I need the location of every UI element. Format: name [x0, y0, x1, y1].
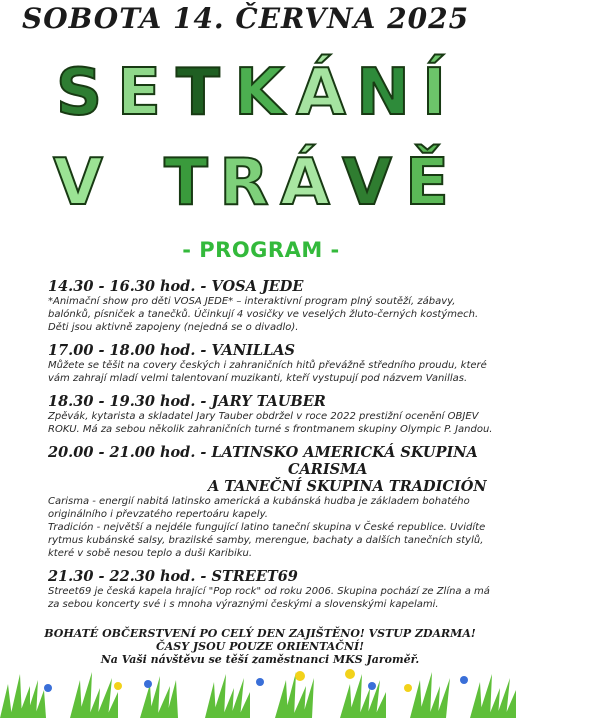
event-heading-line3: A TANEČNÍ SKUPINA TRADICIÓN [208, 478, 487, 495]
event-item [48, 444, 548, 560]
event-description: za sebou koncerty své i s mnoha výraznými českými a slovenskými kapelami. [48, 599, 439, 610]
event-description: rytmus kubánské salsy, brazilské samby, merengue, bachaty a dalších tanečních stylů, [48, 535, 484, 546]
footer-line: Na Vaši návštěvu se těší zaměstnanci MKS Jaroměř. [100, 653, 420, 666]
event-heading: 20.00 - 21.00 hod. - LATINSKO AMERICKÁ SKUPINA [48, 444, 478, 461]
title-letter: V [53, 146, 103, 220]
event-heading: 21.30 - 22.30 hod. - STREET69 [48, 568, 298, 585]
event-description: *Animační show pro děti VOSA JEDE* – interaktivní program plný soutěží, zábavy, [48, 296, 456, 307]
event-description: balónků, písniček a tanečků. Účinkují 4 vosičky ve veselých žluto-černých kostýmech. [48, 309, 479, 320]
event-description: Zpěvák, kytarista a skladatel Jary Tauber obdržel v roce 2022 prestižní ocenění OBJEV [48, 411, 479, 422]
title-letter: Í [422, 56, 446, 130]
event-description: vám zahrají mladí velmi talentovaní muzikanti, kteří vystupují pod názvem Vanillas. [48, 373, 468, 384]
event-heading: 14.30 - 16.30 hod. - VOSA JEDE [48, 278, 304, 295]
title-letter: N [356, 56, 410, 130]
title-line-1 [0, 48, 600, 138]
title-letter: Á [280, 146, 330, 220]
event-description: Můžete se těšit na covery českých i zahraničních hitů převážně středního proudu, které [48, 360, 487, 371]
event-list [48, 278, 548, 611]
program-heading: - PROGRAM - [182, 238, 340, 262]
event-heading: 17.00 - 18.00 hod. - VANILLAS [48, 342, 296, 359]
title-letter: Ě [405, 146, 449, 220]
title-letter: E [117, 56, 161, 130]
event-description: Tradición - největší a nejdéle fungující latino taneční skupina v České republice. Uvidíte [48, 522, 486, 533]
title-letter: S [55, 56, 103, 130]
event-description: originálního i převzatého repertoáru kapely. [48, 509, 268, 520]
event-description: Street69 je česká kapela hrající "Pop rock" od roku 2006. Skupina pochází ze Zlína a má [48, 586, 490, 597]
title-line-2 [0, 138, 600, 228]
grass-flowers-decoration [0, 666, 600, 718]
title-letter: T [164, 146, 208, 220]
title-letter: T [176, 56, 220, 130]
title-letter: Á [296, 56, 346, 130]
event-item [48, 393, 548, 436]
title-letter: V [342, 146, 392, 220]
event-item [48, 342, 548, 385]
footer-notice [0, 627, 520, 666]
event-item [48, 278, 548, 334]
footer-line: ČASY JSOU POUZE ORIENTAČNÍ! [156, 640, 364, 653]
event-description: které v sobě nesou teplo a duši Karibiku. [48, 548, 253, 559]
footer-line: BOHATÉ OBČERSTVENÍ PO CELÝ DEN ZAJIŠTĚNO! VSTUP ZDARMA! [44, 627, 476, 640]
event-item [48, 568, 548, 611]
event-heading: 18.30 - 19.30 hod. - JARY TAUBER [48, 393, 326, 410]
title-letter: R [219, 146, 269, 220]
event-date: SOBOTA 14. ČERVNA 2025 [22, 2, 470, 35]
event-description: Carisma - energií nabitá latinsko americká a kubánská hudba je základem bohatého [48, 496, 470, 507]
event-description: Děti jsou aktivně zapojeny (nejedná se o divadlo). [48, 322, 299, 333]
title-letter: K [234, 56, 284, 130]
event-heading-line2: CARISMA [288, 461, 368, 478]
event-description: ROKU. Má za sebou několik zahraničních turné s frontmanem skupiny Olympic P. Jandou. [48, 424, 493, 435]
